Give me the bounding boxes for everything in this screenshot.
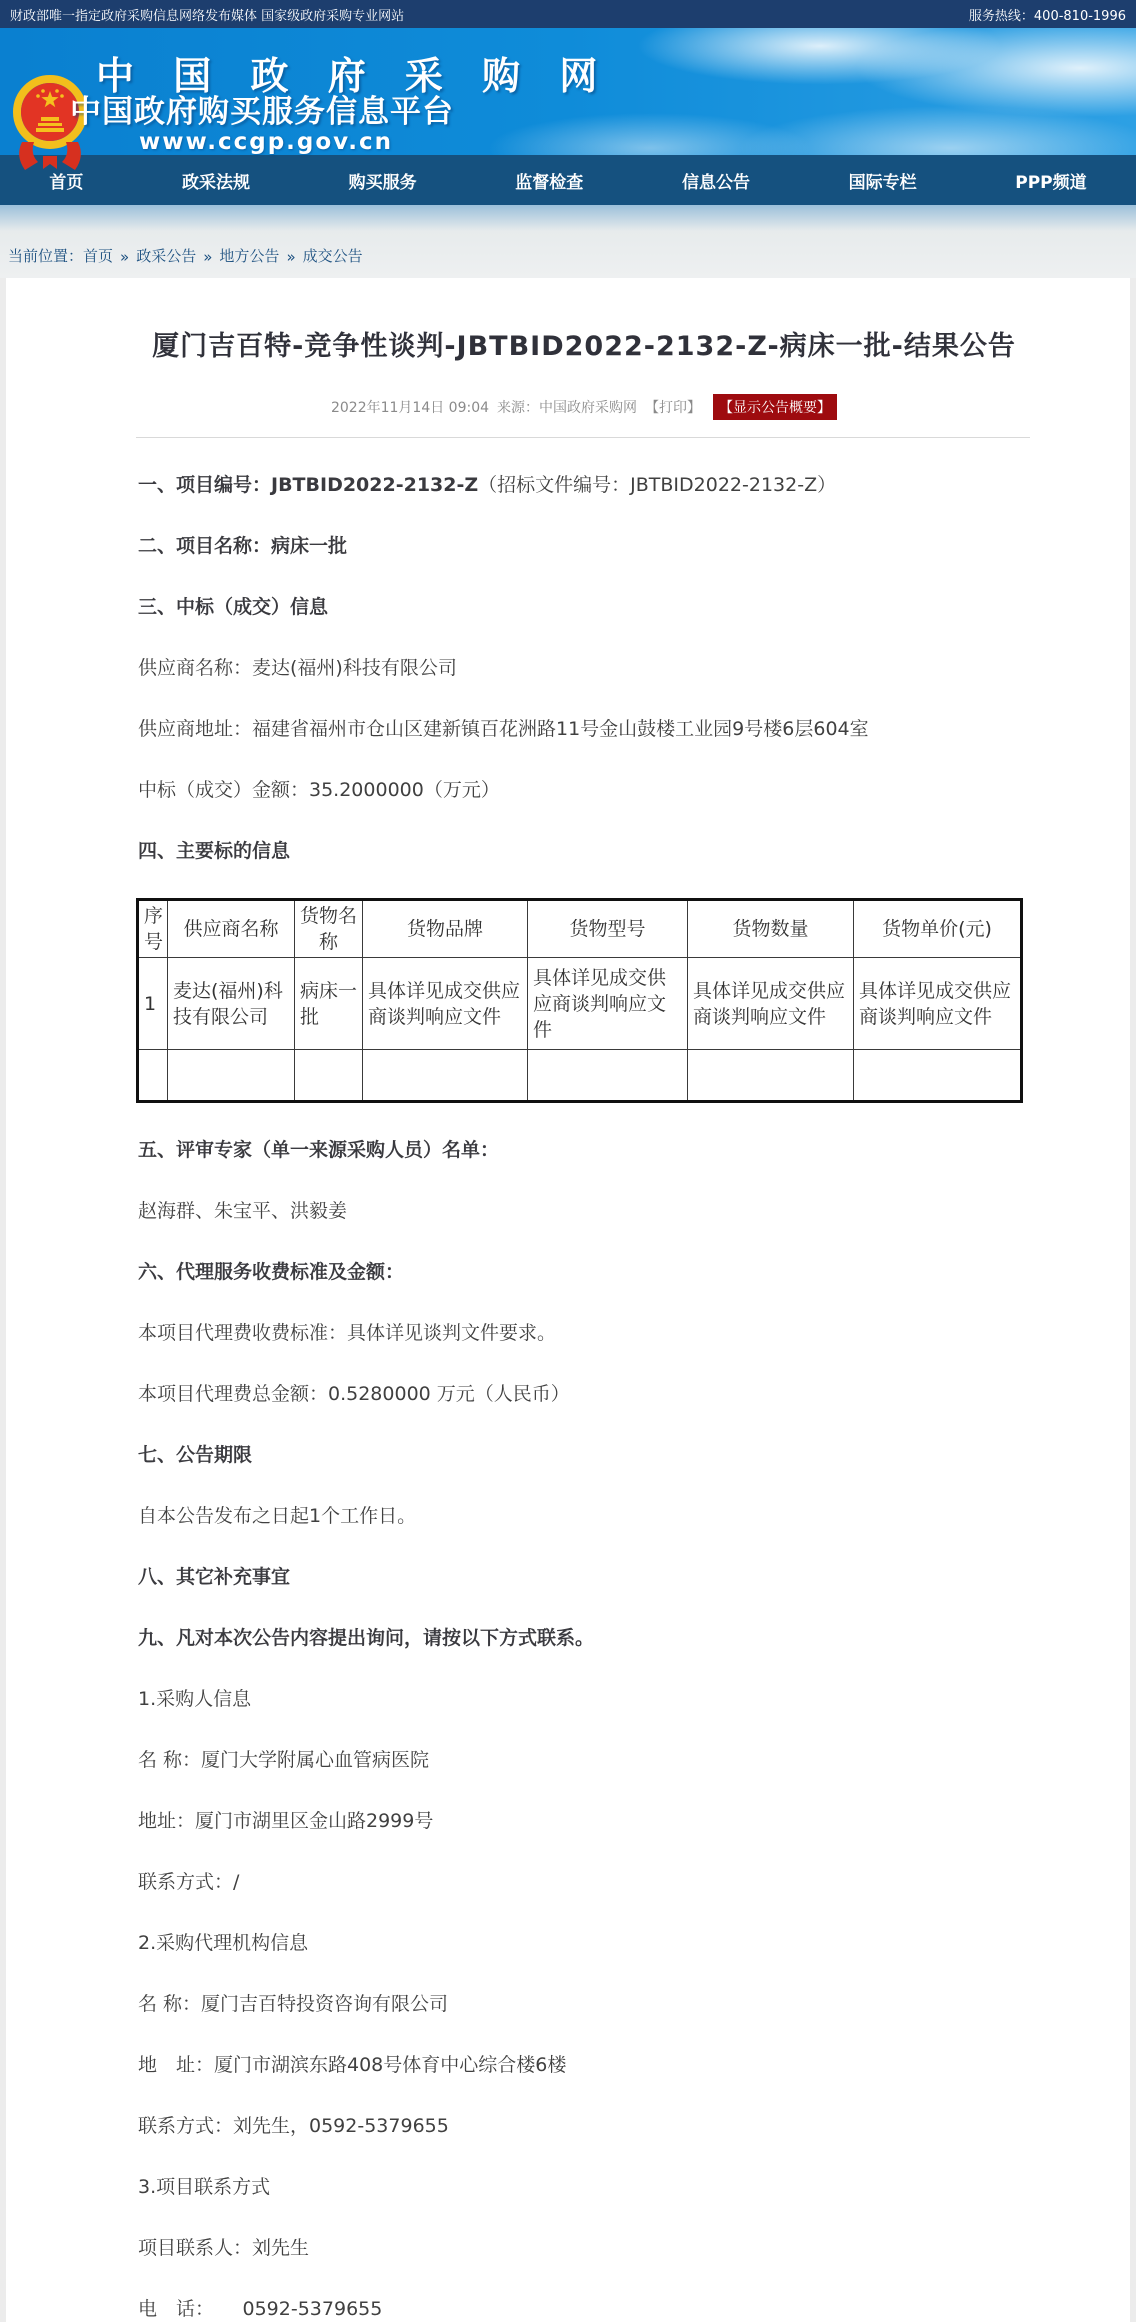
paragraph-announcement-period: 自本公告发布之日起1个工作日。 xyxy=(138,1505,417,1527)
site-url: www.ccgp.gov.cn xyxy=(138,129,394,155)
breadcrumb xyxy=(0,205,1136,278)
award-table xyxy=(136,898,1023,1103)
paragraph-project-phone: 电 话： 0592-5379655 xyxy=(138,2298,383,2320)
article-body xyxy=(138,471,1030,2322)
topbar-hotline: 服务热线：400-810-1996 xyxy=(968,8,1126,24)
paragraph-agency-fee-total: 本项目代理费总金额：0.5280000 万元（人民币） xyxy=(138,1383,570,1405)
paragraph-supplier-name: 供应商名称：麦达(福州)科技有限公司 xyxy=(138,657,457,679)
nav-item-purchase-services[interactable]: 购买服务 xyxy=(348,172,417,193)
breadcrumb-announcements[interactable]: 政采公告 xyxy=(136,247,197,265)
col-货物品牌: 货物品牌 xyxy=(363,900,528,958)
cell-unit-price: 具体详见成交供应商谈判响应文件 xyxy=(854,958,1022,1050)
paragraph-experts-heading: 五、评审专家（单一来源采购人员）名单： xyxy=(138,1139,500,1161)
paragraph-project-name: 二、项目名称：病床一批 xyxy=(138,535,348,557)
paragraph-award-amount: 中标（成交）金额：35.2000000（万元） xyxy=(138,779,500,801)
source-text: 来源：中国政府采购网 xyxy=(497,400,638,416)
cell-model: 具体详见成交供应商谈判响应文件 xyxy=(528,958,688,1050)
table-empty-row xyxy=(138,1050,1022,1102)
paragraph-agency-name: 名 称：厦门吉百特投资咨询有限公司 xyxy=(138,1993,449,2015)
paragraph-supplier-address: 供应商地址：福建省福州市仓山区建新镇百花洲路11号金山鼓楼工业园9号楼6层604室 xyxy=(138,718,869,740)
col-货物名称: 货物名称 xyxy=(295,900,363,958)
paragraph-contact-heading: 九、凡对本次公告内容提出询问，请按以下方式联系。 xyxy=(138,1627,595,1649)
paragraph-agency-info: 2.采购代理机构信息 xyxy=(138,1932,309,1954)
nav-item-home[interactable]: 首页 xyxy=(49,172,84,193)
divider xyxy=(136,437,1030,438)
award-table-header-row xyxy=(138,900,1022,958)
paragraph-agency-fee-heading: 六、代理服务收费标准及金额： xyxy=(138,1261,405,1283)
breadcrumb-home[interactable]: 首页 xyxy=(83,247,114,265)
paragraph-project-number: 一、项目编号：JBTBID2022-2132-Z（招标文件编号：JBTBID2022-2132-Z） xyxy=(138,474,837,496)
col-供应商名称: 供应商名称 xyxy=(168,900,295,958)
paragraph-other-matters-heading: 八、其它补充事宜 xyxy=(138,1566,291,1588)
dateline xyxy=(138,394,1030,420)
paragraph-agency-address: 地 址：厦门市湖滨东路408号体育中心综合楼6楼 xyxy=(138,2054,567,2076)
paragraph-purchaser-name: 名 称：厦门大学附属心血管病医院 xyxy=(138,1749,430,1771)
brand-block xyxy=(70,56,610,155)
col-货物数量: 货物数量 xyxy=(688,900,854,958)
publish-datetime: 2022年11月14日 09:04 xyxy=(330,400,490,416)
paragraph-agency-fee-standard: 本项目代理费收费标准：具体详见谈判文件要求。 xyxy=(138,1322,557,1344)
breadcrumb-separator: » xyxy=(286,248,296,266)
breadcrumb-award-announcements[interactable]: 成交公告 xyxy=(302,247,363,265)
paragraph-agency-contact: 联系方式：刘先生，0592-5379655 xyxy=(138,2115,449,2137)
content-panel xyxy=(6,278,1130,2322)
nav-item-international[interactable]: 国际专栏 xyxy=(848,172,917,193)
paragraph-purchaser-contact: 联系方式：/ xyxy=(138,1871,240,1893)
breadcrumb-separator: » xyxy=(203,248,213,266)
nav-item-announcements[interactable]: 信息公告 xyxy=(681,172,750,193)
topbar-slogan: 财政部唯一指定政府采购信息网络发布媒体 国家级政府采购专业网站 xyxy=(10,8,405,24)
col-货物单价: 货物单价(元) xyxy=(854,900,1022,958)
print-button[interactable]: 【打印】 xyxy=(645,400,702,416)
table-row xyxy=(138,958,1022,1050)
topbar xyxy=(0,0,1136,28)
cell-goods-name: 病床一批 xyxy=(295,958,363,1050)
main-nav xyxy=(0,155,1136,205)
cell-brand: 具体详见成交供应商谈判响应文件 xyxy=(363,958,528,1050)
paragraph-purchaser-info: 1.采购人信息 xyxy=(138,1688,252,1710)
page-title: 厦门吉百特-竞争性谈判-JBTBID2022-2132-Z-病床一批-结果公告 xyxy=(152,331,1016,362)
breadcrumb-label: 当前位置： xyxy=(8,247,84,265)
col-货物型号: 货物型号 xyxy=(528,900,688,958)
header-banner xyxy=(0,28,1136,155)
col-序号: 序号 xyxy=(138,900,168,958)
cell-seq: 1 xyxy=(138,958,168,1050)
nav-item-ppp[interactable]: PPP频道 xyxy=(1015,172,1087,193)
site-subtitle: 中国政府购买服务信息平台 xyxy=(70,94,454,130)
paragraph-award-info-heading: 三、中标（成交）信息 xyxy=(138,596,329,618)
paragraph-purchaser-address: 地址：厦门市湖里区金山路2999号 xyxy=(138,1810,434,1832)
paragraph-project-contact-heading: 3.项目联系方式 xyxy=(138,2176,271,2198)
show-summary-button[interactable]: 【显示公告概要】 xyxy=(713,394,837,420)
site-name: 中 国 政 府 采 购 网 xyxy=(96,54,611,98)
breadcrumb-local-announcements[interactable]: 地方公告 xyxy=(219,247,280,265)
cell-quantity: 具体详见成交供应商谈判响应文件 xyxy=(688,958,854,1050)
paragraph-experts-names: 赵海群、朱宝平、洪毅姜 xyxy=(138,1200,348,1222)
breadcrumb-separator: » xyxy=(120,248,130,266)
nav-item-regulations[interactable]: 政采法规 xyxy=(181,172,250,193)
cell-supplier: 麦达(福州)科技有限公司 xyxy=(168,958,295,1050)
paragraph-announcement-period-heading: 七、公告期限 xyxy=(138,1444,253,1466)
nav-item-supervision[interactable]: 监督检查 xyxy=(515,172,584,193)
paragraph-project-contact-person: 项目联系人：刘先生 xyxy=(138,2237,310,2259)
paragraph-main-subject-heading: 四、主要标的信息 xyxy=(138,840,291,862)
